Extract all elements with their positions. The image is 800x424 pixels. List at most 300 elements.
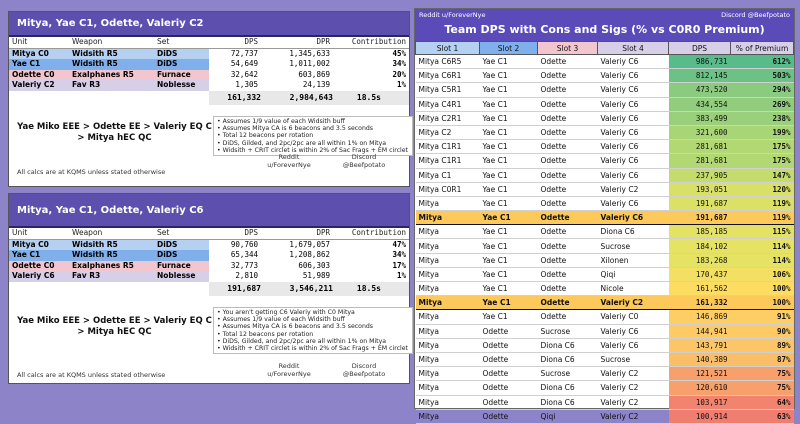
- unit-row: [9, 80, 409, 91]
- percent-cell: 106%: [731, 267, 794, 281]
- team-row: [416, 111, 794, 125]
- slot2-cell: Yae C1: [480, 111, 538, 125]
- dpr-cell: 1,208,862: [289, 250, 330, 259]
- dpr-cell: 603,869: [298, 69, 330, 79]
- total-row: [209, 91, 409, 105]
- slot3-cell: Diona C6: [538, 395, 598, 409]
- slot3-cell: Odette: [538, 282, 598, 296]
- slot1-cell: Mitya: [416, 282, 480, 296]
- col-header-slot2: Slot 2: [480, 42, 538, 55]
- contribution-cell: 1%: [396, 271, 406, 280]
- total-dpr: 3,546,211: [289, 284, 333, 293]
- highlighted-team-row: [416, 296, 794, 310]
- slot2-cell: Yae C1: [480, 225, 538, 239]
- slot1-cell: Mitya C2R1: [416, 111, 480, 125]
- slot1-cell: Mitya: [416, 196, 480, 210]
- dps-cell: 32,642: [230, 69, 258, 79]
- footer-note: All calcs are at KQMS unless stated otherwise: [17, 168, 166, 176]
- dps-cell: 321,600: [669, 125, 731, 139]
- unit-table: [9, 37, 409, 91]
- slot1-cell: Mitya: [416, 296, 480, 310]
- col-header-slot4: Slot 4: [598, 42, 669, 55]
- team-row: [416, 168, 794, 182]
- set-cell: Furnace: [154, 70, 209, 81]
- slot3-cell: Odette: [538, 55, 598, 69]
- ranking-table: [415, 41, 794, 424]
- dps-cell: 2,810: [235, 271, 258, 280]
- unit-cell: Odette C0: [9, 261, 69, 272]
- team-row: [416, 409, 794, 423]
- slot3-cell: Sucrose: [538, 367, 598, 381]
- slot2-cell: Yae C1: [480, 168, 538, 182]
- note-item: • Assumes Mitya CA is 6 beacons and 3.5 seconds: [217, 323, 409, 330]
- slot3-cell: Odette: [538, 111, 598, 125]
- slot4-cell: Valeriy C6: [598, 211, 669, 225]
- percent-cell: 119%: [731, 211, 794, 225]
- col-header-slot3: Slot 3: [538, 42, 598, 55]
- slot2-cell: Odette: [480, 381, 538, 395]
- slot2-cell: Yae C1: [480, 211, 538, 225]
- percent-cell: 612%: [731, 55, 794, 69]
- dps-cell: 120,610: [669, 381, 731, 395]
- slot1-cell: Mitya C6R5: [416, 55, 480, 69]
- percent-cell: 100%: [731, 296, 794, 310]
- dps-cell: 191,687: [669, 196, 731, 210]
- slot3-cell: Odette: [538, 125, 598, 139]
- slot3-cell: Qiqi: [538, 409, 598, 423]
- slot4-cell: Valeriy C2: [598, 182, 669, 196]
- slot2-cell: Yae C1: [480, 55, 538, 69]
- slot4-cell: Sucrose: [598, 352, 669, 366]
- contribution-cell: 47%: [392, 239, 406, 249]
- dps-cell: 144,941: [669, 324, 731, 338]
- slot1-cell: Mitya C1: [416, 168, 480, 182]
- contribution-cell: 17%: [392, 260, 406, 270]
- rotation-combo: Yae Miko EEE > Odette EE > Valeriy EQ C > Mitya hEC QC: [17, 316, 212, 337]
- percent-cell: 238%: [731, 111, 794, 125]
- discord-credit: [334, 153, 394, 169]
- weapon-cell: Exalphanes R5: [69, 70, 154, 81]
- slot3-cell: Odette: [538, 211, 598, 225]
- slot2-cell: Yae C1: [480, 69, 538, 83]
- slot1-cell: Mitya C5R1: [416, 83, 480, 97]
- slot1-cell: Mitya: [416, 267, 480, 281]
- unit-cell: Valeriy C2: [9, 80, 69, 91]
- weapon-cell: Widsith R5: [69, 239, 154, 250]
- set-cell: DiDS: [154, 48, 209, 59]
- ranking-title: Team DPS with Cons and Sigs (% vs C0R0 Premium): [444, 23, 765, 36]
- slot1-cell: Mitya C2: [416, 125, 480, 139]
- slot4-cell: Valeriy C6: [598, 111, 669, 125]
- slot1-cell: Mitya C1R1: [416, 140, 480, 154]
- unit-row: [9, 271, 409, 282]
- team-row: [416, 97, 794, 111]
- col-header-percent: % of Premium: [731, 42, 794, 55]
- dps-cell: 237,905: [669, 168, 731, 182]
- slot3-cell: Odette: [538, 239, 598, 253]
- reddit-label: Reddit: [278, 362, 300, 370]
- reddit-label: Reddit: [278, 153, 300, 161]
- slot1-cell: Mitya C4R1: [416, 97, 480, 111]
- percent-cell: 199%: [731, 125, 794, 139]
- highlighted-team-row: [416, 211, 794, 225]
- total-dps: 191,687: [227, 284, 261, 293]
- slot4-cell: Valeriy C6: [598, 196, 669, 210]
- slot1-cell: Mitya C6R1: [416, 69, 480, 83]
- dps-cell: 143,791: [669, 338, 731, 352]
- header-row: [9, 37, 409, 48]
- team-row: [416, 381, 794, 395]
- team-row: [416, 83, 794, 97]
- set-cell: Noblesse: [154, 271, 209, 282]
- team-row: [416, 282, 794, 296]
- slot1-cell: Mitya: [416, 409, 480, 423]
- dpr-cell: 1,679,057: [289, 239, 330, 249]
- percent-cell: 294%: [731, 83, 794, 97]
- team-row: [416, 55, 794, 69]
- dps-cell: 65,344: [230, 250, 258, 259]
- note-item: • Assumes Mitya CA is 6 beacons and 3.5 seconds: [217, 125, 409, 132]
- slot1-cell: Mitya: [416, 225, 480, 239]
- slot4-cell: Valeriy C6: [598, 97, 669, 111]
- dpr-cell: 24,139: [302, 80, 330, 89]
- slot4-cell: Valeriy C6: [598, 338, 669, 352]
- slot4-cell: Valeriy C2: [598, 409, 669, 423]
- percent-cell: 175%: [731, 154, 794, 168]
- percent-cell: 269%: [731, 97, 794, 111]
- slot4-cell: Valeriy C6: [598, 125, 669, 139]
- unit-cell: Mitya C0: [9, 239, 69, 250]
- slot3-cell: Odette: [538, 267, 598, 281]
- unit-row: [9, 261, 409, 272]
- total-row: [209, 282, 409, 296]
- slot4-cell: Valeriy C6: [598, 83, 669, 97]
- slot2-cell: Yae C1: [480, 182, 538, 196]
- contribution-cell: 34%: [392, 59, 406, 68]
- weapon-cell: Fav R3: [69, 271, 154, 282]
- slot1-cell: Mitya: [416, 211, 480, 225]
- total-dps: 161,332: [227, 93, 261, 102]
- dps-cell: 183,268: [669, 253, 731, 267]
- col-header-dps: DPS: [209, 228, 261, 239]
- dps-cell: 1,305: [235, 80, 258, 89]
- slot1-cell: Mitya: [416, 395, 480, 409]
- col-header-contribution: Contribution: [333, 228, 409, 239]
- reddit-credit: [259, 153, 319, 169]
- slot3-cell: Odette: [538, 154, 598, 168]
- contribution-cell: 34%: [392, 250, 406, 259]
- col-header-dpr: DPR: [261, 37, 333, 48]
- team-row: [416, 239, 794, 253]
- percent-cell: 503%: [731, 69, 794, 83]
- percent-cell: 114%: [731, 239, 794, 253]
- discord-label: Discord: [351, 153, 377, 161]
- slot2-cell: Odette: [480, 324, 538, 338]
- percent-cell: 87%: [731, 352, 794, 366]
- slot2-cell: Yae C1: [480, 83, 538, 97]
- dps-cell: 103,917: [669, 395, 731, 409]
- slot4-cell: Xilonen: [598, 253, 669, 267]
- col-header-unit: Unit: [9, 37, 69, 48]
- dpr-cell: 51,989: [302, 271, 330, 280]
- percent-cell: 75%: [731, 367, 794, 381]
- header-row: [9, 228, 409, 239]
- note-item: • You aren't getting C6 Valeriy with C0 Mitya: [217, 309, 409, 316]
- percent-cell: 90%: [731, 324, 794, 338]
- percent-cell: 100%: [731, 282, 794, 296]
- percent-cell: 64%: [731, 395, 794, 409]
- team-row: [416, 225, 794, 239]
- team-row: [416, 267, 794, 281]
- slot3-cell: Odette: [538, 225, 598, 239]
- slot4-cell: Diona C6: [598, 225, 669, 239]
- notes-box: [213, 307, 413, 354]
- col-header-dps: DPS: [209, 37, 261, 48]
- dps-cell: 170,437: [669, 267, 731, 281]
- slot4-cell: Valeriy C6: [598, 154, 669, 168]
- dps-cell: 986,731: [669, 55, 731, 69]
- team-row: [416, 253, 794, 267]
- col-header-dps: DPS: [669, 42, 731, 55]
- unit-cell: Valeriy C6: [9, 271, 69, 282]
- slot3-cell: Odette: [538, 196, 598, 210]
- unit-row: [9, 48, 409, 59]
- slot3-cell: Odette: [538, 310, 598, 324]
- percent-cell: 89%: [731, 338, 794, 352]
- slot1-cell: Mitya C1R1: [416, 154, 480, 168]
- ranking-header-row: [416, 42, 794, 55]
- team-row: [416, 125, 794, 139]
- slot1-cell: Mitya: [416, 324, 480, 338]
- slot1-cell: Mitya: [416, 367, 480, 381]
- dpr-cell: 1,345,633: [289, 48, 330, 58]
- contribution-cell: 1%: [396, 80, 406, 89]
- weapon-cell: Exalphanes R5: [69, 261, 154, 272]
- slot2-cell: Yae C1: [480, 310, 538, 324]
- slot2-cell: Odette: [480, 409, 538, 423]
- unit-cell: Odette C0: [9, 70, 69, 81]
- col-header-contribution: Contribution: [333, 37, 409, 48]
- slot2-cell: Odette: [480, 338, 538, 352]
- slot4-cell: Valeriy C6: [598, 69, 669, 83]
- slot4-cell: Valeriy C6: [598, 55, 669, 69]
- unit-cell: Mitya C0: [9, 48, 69, 59]
- slot4-cell: Sucrose: [598, 239, 669, 253]
- slot3-cell: Odette: [538, 97, 598, 111]
- dps-cell: 383,499: [669, 111, 731, 125]
- dps-cell: 90,760: [230, 239, 258, 249]
- slot4-cell: Valeriy C6: [598, 140, 669, 154]
- slot2-cell: Yae C1: [480, 154, 538, 168]
- slot1-cell: Mitya: [416, 338, 480, 352]
- team-row: [416, 310, 794, 324]
- slot3-cell: Odette: [538, 253, 598, 267]
- slot3-cell: Diona C6: [538, 338, 598, 352]
- dps-cell: 473,520: [669, 83, 731, 97]
- col-header-slot1: Slot 1: [416, 42, 480, 55]
- team-row: [416, 352, 794, 366]
- slot2-cell: Yae C1: [480, 296, 538, 310]
- dps-cell: 100,914: [669, 409, 731, 423]
- discord-label: Discord: [351, 362, 377, 370]
- team-row: [416, 196, 794, 210]
- contribution-cell: 20%: [392, 69, 406, 79]
- note-item: • Widsith + CRIT circlet is within 2% of Sac Frags + EM circlet: [217, 345, 409, 352]
- discord-user: @Beefpotato: [342, 370, 386, 378]
- slot3-cell: Odette: [538, 83, 598, 97]
- reddit-user: u/ForeverNye: [267, 161, 311, 169]
- note-item: • DiDS, Gilded, and 2pc/2pc are all within 1% on Mitya: [217, 338, 409, 345]
- team-row: [416, 395, 794, 409]
- col-header-unit: Unit: [9, 228, 69, 239]
- team-row: [416, 140, 794, 154]
- discord-credit: Discord @Beefpotato: [721, 11, 790, 19]
- col-header-set: Set: [154, 37, 209, 48]
- slot4-cell: Valeriy C2: [598, 381, 669, 395]
- note-item: • Assumes 1/9 value of each Widsith buff: [217, 118, 409, 125]
- team-row: [416, 69, 794, 83]
- slot2-cell: Yae C1: [480, 282, 538, 296]
- slot2-cell: Odette: [480, 367, 538, 381]
- percent-cell: 63%: [731, 409, 794, 423]
- unit-row: [9, 239, 409, 250]
- rotation-length: 18.5s: [356, 284, 381, 293]
- unit-row: [9, 70, 409, 81]
- slot2-cell: Yae C1: [480, 253, 538, 267]
- slot3-cell: Diona C6: [538, 352, 598, 366]
- slot2-cell: Odette: [480, 352, 538, 366]
- contribution-cell: 45%: [392, 48, 406, 58]
- team-row: [416, 367, 794, 381]
- weapon-cell: Fav R3: [69, 80, 154, 91]
- slot2-cell: Odette: [480, 395, 538, 409]
- slot1-cell: Mitya: [416, 352, 480, 366]
- dps-cell: 54,649: [230, 59, 258, 68]
- panel-title: Mitya, Yae C1, Odette, Valeriy C2: [9, 12, 409, 37]
- dps-cell: 121,521: [669, 367, 731, 381]
- percent-cell: 119%: [731, 196, 794, 210]
- dps-cell: 72,737: [230, 48, 258, 58]
- slot3-cell: Diona C6: [538, 381, 598, 395]
- team-row: [416, 338, 794, 352]
- slot2-cell: Yae C1: [480, 125, 538, 139]
- dps-cell: 281,681: [669, 140, 731, 154]
- team-c6-panel: [8, 193, 410, 384]
- reddit-user: u/ForeverNye: [267, 370, 311, 378]
- weapon-cell: Widsith R5: [69, 250, 154, 261]
- slot3-cell: Odette: [538, 69, 598, 83]
- slot4-cell: Nicole: [598, 282, 669, 296]
- dps-cell: 140,389: [669, 352, 731, 366]
- percent-cell: 175%: [731, 140, 794, 154]
- col-header-weapon: Weapon: [69, 37, 154, 48]
- team-row: [416, 324, 794, 338]
- slot1-cell: Mitya: [416, 381, 480, 395]
- slot1-cell: Mitya C0R1: [416, 182, 480, 196]
- col-header-set: Set: [154, 228, 209, 239]
- dps-cell: 146,869: [669, 310, 731, 324]
- percent-cell: 147%: [731, 168, 794, 182]
- reddit-credit: [259, 362, 319, 378]
- slot4-cell: Valeriy C6: [598, 324, 669, 338]
- slot2-cell: Yae C1: [480, 267, 538, 281]
- slot3-cell: Odette: [538, 182, 598, 196]
- dps-cell: 184,102: [669, 239, 731, 253]
- slot2-cell: Yae C1: [480, 97, 538, 111]
- slot3-cell: Odette: [538, 140, 598, 154]
- percent-cell: 115%: [731, 225, 794, 239]
- slot4-cell: Valeriy C6: [598, 168, 669, 182]
- set-cell: Furnace: [154, 261, 209, 272]
- dps-cell: 193,051: [669, 182, 731, 196]
- unit-rows: [9, 48, 409, 91]
- slot3-cell: Odette: [538, 296, 598, 310]
- percent-cell: 75%: [731, 381, 794, 395]
- weapon-cell: Widsith R5: [69, 59, 154, 70]
- weapon-cell: Widsith R5: [69, 48, 154, 59]
- panel-title: Mitya, Yae C1, Odette, Valeriy C6: [9, 194, 409, 228]
- note-item: • Widsith + CRIT circlet is within 2% of Sac Frags + EM circlet: [217, 147, 409, 154]
- percent-cell: 120%: [731, 182, 794, 196]
- dps-cell: 161,562: [669, 282, 731, 296]
- note-item: • Total 12 beacons per rotation: [217, 132, 409, 139]
- slot1-cell: Mitya: [416, 310, 480, 324]
- team-c2-panel: [8, 11, 410, 187]
- percent-cell: 91%: [731, 310, 794, 324]
- dps-cell: 281,681: [669, 154, 731, 168]
- discord-user: @Beefpotato: [342, 161, 386, 169]
- slot2-cell: Yae C1: [480, 140, 538, 154]
- unit-rows: [9, 239, 409, 282]
- col-header-dpr: DPR: [261, 228, 333, 239]
- dps-cell: 434,554: [669, 97, 731, 111]
- dps-cell: 32,773: [230, 260, 258, 270]
- slot2-cell: Yae C1: [480, 196, 538, 210]
- dps-cell: 185,185: [669, 225, 731, 239]
- percent-cell: 114%: [731, 253, 794, 267]
- dpr-cell: 606,303: [298, 260, 330, 270]
- footer-note: All calcs are at KQMS unless stated otherwise: [17, 371, 166, 379]
- slot4-cell: Valeriy C0: [598, 310, 669, 324]
- rotation-combo: Yae Miko EEE > Odette EE > Valeriy EQ C > Mitya hEC QC: [17, 122, 212, 143]
- team-row: [416, 154, 794, 168]
- total-dpr: 2,984,643: [289, 93, 333, 102]
- slot4-cell: Valeriy C2: [598, 395, 669, 409]
- note-item: • Assumes 1/9 value of each Widsith buff: [217, 316, 409, 323]
- slot2-cell: Yae C1: [480, 239, 538, 253]
- dps-cell: 161,332: [669, 296, 731, 310]
- slot4-cell: Qiqi: [598, 267, 669, 281]
- team-row: [416, 182, 794, 196]
- rotation-length: 18.5s: [356, 93, 381, 102]
- slot1-cell: Mitya: [416, 253, 480, 267]
- reddit-credit: Reddit u/ForeverNye: [419, 11, 486, 19]
- discord-credit: [334, 362, 394, 378]
- note-item: • DiDS, Gilded, and 2pc/2pc are all within 1% on Mitya: [217, 140, 409, 147]
- set-cell: DiDS: [154, 250, 209, 261]
- set-cell: DiDS: [154, 239, 209, 250]
- slot4-cell: Valeriy C2: [598, 367, 669, 381]
- dps-cell: 812,145: [669, 69, 731, 83]
- ranking-rows: [416, 55, 794, 424]
- unit-row: [9, 250, 409, 261]
- ranking-header: [415, 9, 794, 41]
- notes-box: [213, 116, 413, 156]
- col-header-weapon: Weapon: [69, 228, 154, 239]
- unit-table: [9, 228, 409, 282]
- slot3-cell: Odette: [538, 168, 598, 182]
- slot1-cell: Mitya: [416, 239, 480, 253]
